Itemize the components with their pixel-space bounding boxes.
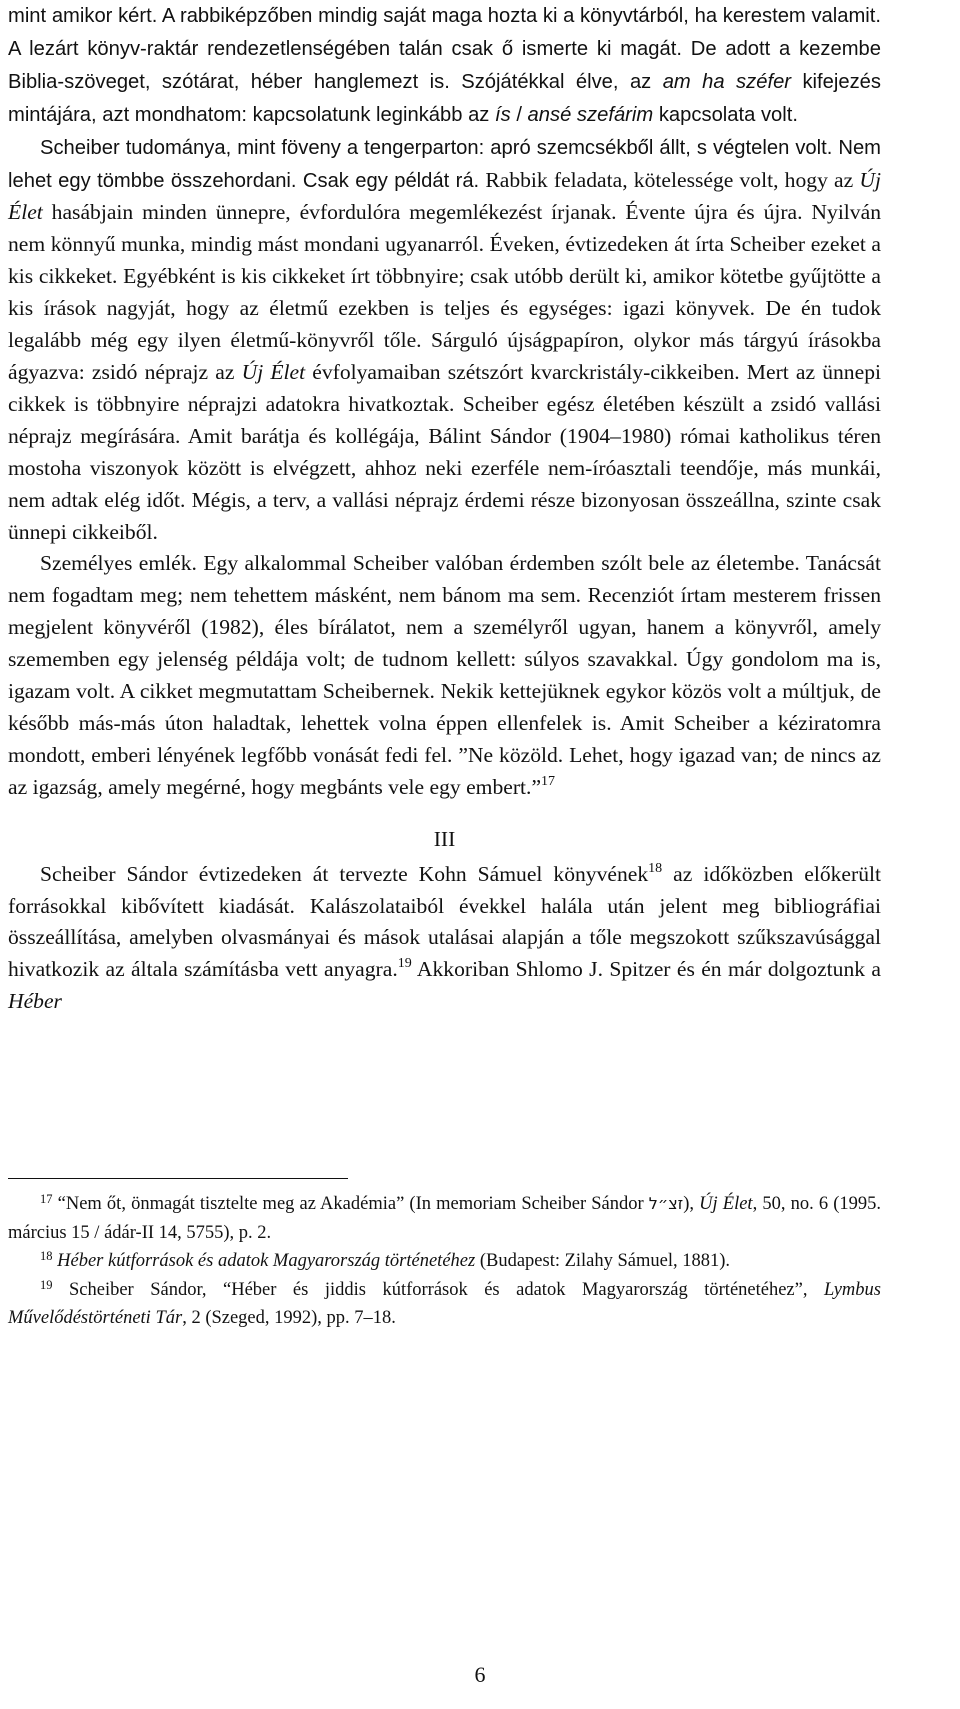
italic-term: ís xyxy=(495,103,511,126)
text-run: Személyes emlék. Egy alkalommal Scheiber valóban érdemben szólt bele az életembe. Tanácsát nem fogadtam meg; nem tehettem másként, nem bánom ma sem. Recenziót írtam mesterem frissen megjelent könyvéről (1982), éles bírálatot, nem a személyről ugyan, hanem a könyvről, amely szememben egy jelenség példája volt; de tudnom kellett: súlyos szavakkal. Úgy gondolom ma is, igazam volt. A cikket megmutattam Scheibernek. Nekik kettejüknek egykor közös volt a múltjuk, de később más-más úton haladtak, lehettek volna éppen ellenfelek is. Amit Scheiber a kéziratomra mondott, emberi lényének legfőbb vonását fedi fel. ”Ne közöld. Lehet, hogy igazad van; de nincs az az igazság, amely megérné, hogy megbánts vele egy embert.” xyxy=(8,551,881,799)
italic-title: Héber kútforrások és adatok Magyarország történetéhez xyxy=(52,1251,476,1271)
italic-title: Új Élet xyxy=(699,1194,753,1214)
text-run: mint amikor kért. A rabbiképzőben mindig saját maga hozta ki a könyvtárból, ha kerestem valamit. A lezárt könyv-raktár rendezetlenségében talán csak ő ismerte ki magát. De adott a kezembe Biblia-szöveget, szótárat, héber hanglemezt is. Szójátékkal élve, az xyxy=(8,5,881,93)
footnote-ref: 17 xyxy=(541,773,556,789)
footnote-ref: 19 xyxy=(397,956,412,972)
text-run: kifejezés mintájára, azt mondhatom: kapcsolatunk leginkább az xyxy=(8,70,881,126)
text-run: kapcsolata volt. xyxy=(653,103,798,126)
text-run: ), xyxy=(683,1194,700,1214)
footnote-18 xyxy=(8,1247,881,1276)
paragraph-2 xyxy=(8,132,881,549)
footnote-19 xyxy=(8,1276,881,1333)
hebrew-abbreviation: זצ״ל xyxy=(648,1194,684,1213)
paragraph-1 xyxy=(8,0,881,132)
footnote-number: 17 xyxy=(40,1192,53,1206)
footnote-number: 18 xyxy=(40,1249,53,1263)
footnote-divider xyxy=(8,1178,348,1179)
text-run: “Nem őt, önmagát tisztelte meg az Akadémia” (In memoriam Scheiber Sándor xyxy=(52,1194,649,1214)
text-run: Scheiber tudománya, mint föveny a tengerparton: apró szemcsékből állt, s végtelen volt. Nem lehet egy tömbbe összehordani. Csak egy példát rá. xyxy=(8,136,881,192)
text-run: / xyxy=(510,103,528,126)
text-run: az időközben előkerült forrásokkal kibővített kiadását. Kalászolataiból évekkel halála után jelent meg bibliográfiai összeállítása, amelyben olvasmányai és mások utalásai alapján a tőle megszokott szűkszavúsággal hivatkozik az általa számításba vett anyagra. xyxy=(8,861,882,982)
paragraph-4 xyxy=(8,859,881,1019)
text-run: hasábjain minden ünnepre, évfordulóra megemlékezést írjanak. Évente újra és újra. Nyilván nem könnyű munka, mindig mást mondani ugyanarról. Éveken, évtizedeken át írta Scheiber ezeket a kis cikkeket. Egyébként is kis cikkeket írt többnyire; csak utóbb derült ki, amikor kötetbe gyűjtötte a kis írások nagyját, hogy az életmű ezekben is teljes és egységes: igazi könyvek. De én tudok legalább még egy ilyen életmű-könyvről tőle. Sárguló újságpapíron, olykor más tárgyú írásokba ágyazva: zsidó néprajz az xyxy=(8,200,881,384)
main-text xyxy=(8,0,881,1018)
text-run: , 50, no. 6 (1995. március 15 / ádár-II 14, 5755), p. 2. xyxy=(8,1194,881,1243)
italic-title: Új Élet xyxy=(8,167,881,225)
text-run: Akkoriban Shlomo J. Spitzer és én már dolgoztunk a xyxy=(411,957,881,982)
page-number: 6 xyxy=(474,1662,486,1687)
text-run: , 2 (Szeged, 1992), pp. 7–18. xyxy=(182,1308,396,1328)
text-run: (Budapest: Zilahy Sámuel, 1881). xyxy=(475,1251,731,1271)
text-run: Scheiber Sándor, “Héber és jiddis kútforrások és adatok Magyarország történetéhez”, xyxy=(52,1279,824,1300)
italic-title: Új Élet xyxy=(241,359,306,384)
text-run: évfolyamaiban szétszórt kvarckristály-cikkeiben. Mert az ünnepi cikkek is többnyire néprajzi adatokra hivatkoztak. Scheiber egész életében készült a zsidó vallási néprajz megírására. Amit barátja és kollégája, Bálint Sándor (1904–1980) római katholikus téren mostoha viszonyok között is elvégzett, ahhoz neki ezerféle nem-íróasztali teendője, más munkái, nem adtak elég időt. Mégis, a terv, a vallási néprajz érdemi része bizonyosan összeállna, szinte csak ünnepi cikkeiből. xyxy=(8,359,881,544)
footnote-ref: 18 xyxy=(648,860,663,876)
footnote-17 xyxy=(8,1190,881,1247)
footnote-number: 19 xyxy=(40,1277,53,1292)
italic-term: am ha széfer xyxy=(662,70,792,93)
text-run: Scheiber Sándor évtizedeken át tervezte Kohn Sámuel könyvének xyxy=(40,861,649,886)
paragraph-3 xyxy=(8,548,881,803)
italic-title: Lymbus Művelődéstörténeti Tár xyxy=(8,1279,881,1328)
italic-title: Héber xyxy=(8,989,62,1014)
section-heading: III xyxy=(433,826,456,851)
text-run: Rabbik feladata, kötelessége volt, hogy az xyxy=(479,167,860,192)
footnotes xyxy=(8,1190,881,1333)
italic-term: ansé szefárim xyxy=(527,103,654,126)
